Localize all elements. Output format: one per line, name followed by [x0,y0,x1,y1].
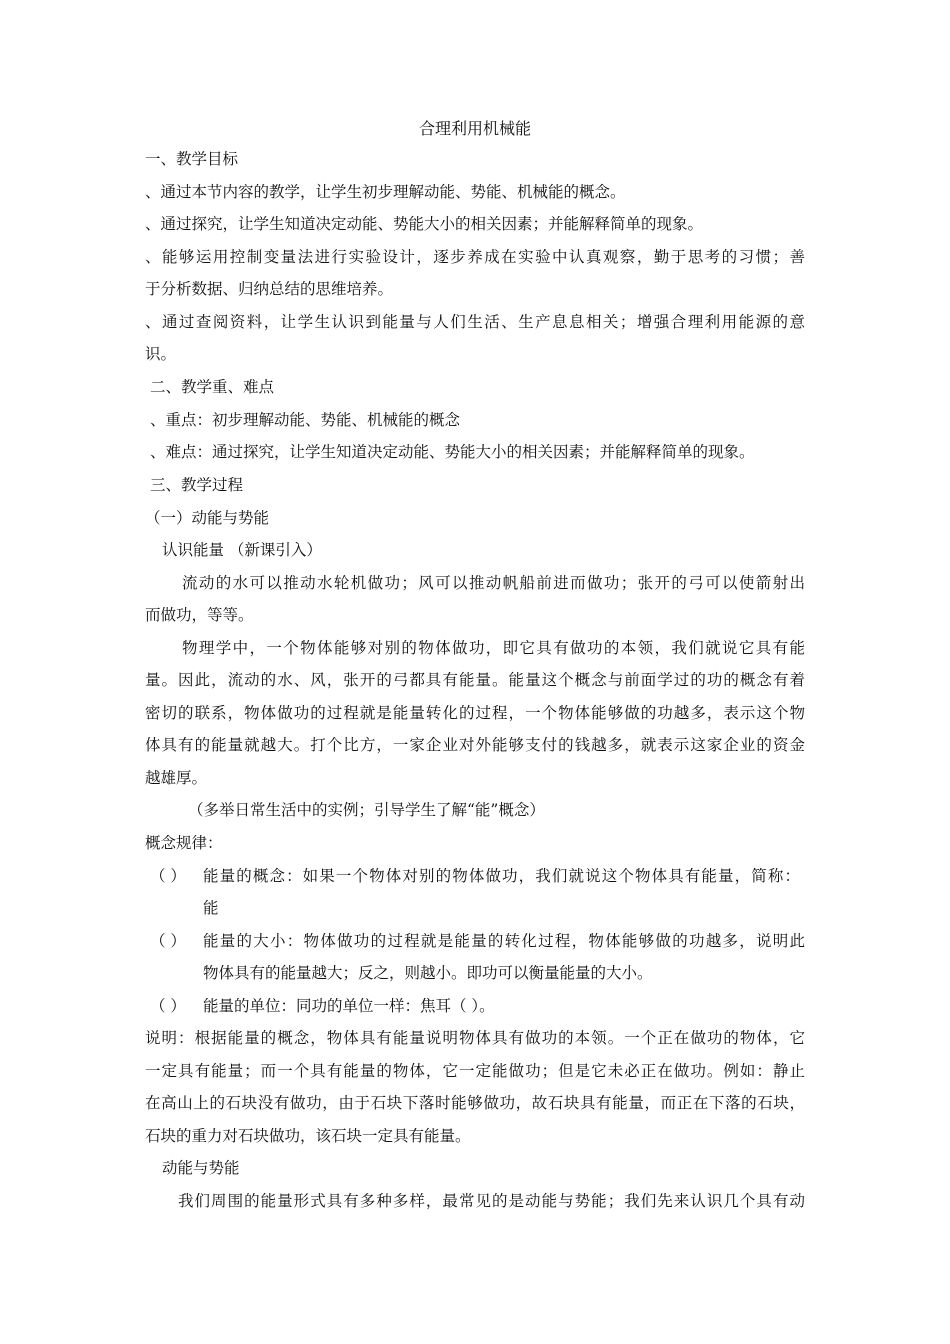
text-line: （一）动能与势能 [145,509,270,527]
text-line: 能 [203,899,219,917]
page-title: 合理利用机械能 [418,119,531,138]
text-line: 流动的水可以推动水轮机做功；风可以推动帆船前进而做功；张开的弓可以使箭射出 [182,574,805,592]
text-line: 物体具有的能量越大；反之，则越小。即功可以衡量能量的大小。 [203,964,653,982]
text-line: 在高山上的石块没有做功，由于石块下落时能够做功，故石块具有能量，而正在下落的石块， [145,1094,805,1112]
text-line: 量。因此，流动的水、风，张开的弓都具有能量。能量这个概念与前面学过的功的概念有着 [145,671,805,689]
text-line: 石块的重力对石块做功，该石块一定具有能量。 [145,1127,471,1145]
text-line: （ ） [150,932,186,950]
text-line: 我们周围的能量形式具有多种多样，最常见的是动能与势能；我们先来认识几个具有动 [178,1192,805,1210]
text-line: （多举日常生活中的实例；引导学生了解“能”概念） [188,801,545,819]
text-line: 能量的单位：同功的单位一样：焦耳（ ）。 [203,997,495,1015]
text-line: 一、教学目标 [145,150,239,168]
text-line: 三、教学过程 [150,476,244,494]
text-line: 、能够运用控制变量法进行实验设计，逐步养成在实验中认真观察，勤于思考的习惯；善 [145,248,805,266]
text-line: 而做功，等等。 [145,606,254,624]
text-line: （ ） [150,997,186,1015]
text-line: 、通过查阅资料，让学生认识到能量与人们生活、生产息息相关；增强合理利用能源的意 [145,313,805,331]
text-line: 能量的概念：如果一个物体对别的物体做功，我们就说这个物体具有能量，简称： [203,867,800,885]
text-line: 二、教学重、难点 [150,378,275,396]
text-line: 说明：根据能量的概念，物体具有能量说明物体具有做功的本领。一个正在做功的物体，它 [145,1029,805,1047]
text-line: 于分析数据、归纳总结的思维培养。 [145,280,394,298]
text-line: 概念规律： [145,834,223,852]
text-line: 体具有的能量就越大。打个比方，一家企业对外能够支付的钱越多，就表示这家企业的资金 [145,736,805,754]
text-line: 物理学中，一个物体能够对别的物体做功，即它具有做功的本领，我们就说它具有能 [182,639,805,657]
text-line: 一定具有能量；而一个具有能量的物体，它一定能做功；但是它未必正在做功。例如：静止 [145,1062,805,1080]
text-line: 、通过探究，让学生知道决定动能、势能大小的相关因素；并能解释简单的现象。 [145,215,704,233]
text-line: 、通过本节内容的教学，让学生初步理解动能、势能、机械能的概念。 [145,183,626,201]
text-line: 识。 [145,345,177,363]
text-line: 能量的大小：物体做功的过程就是能量的转化过程，物体能够做的功越多，说明此 [203,932,805,950]
text-line: 、重点：初步理解动能、势能、机械能的概念 [150,411,461,429]
text-line: （ ） [150,867,186,885]
text-line: 越雄厚。 [145,769,208,787]
text-line: 密切的联系，物体做功的过程就是能量转化的过程，一个物体能够做的功越多，表示这个物 [145,704,805,722]
text-line: 认识能量 （新课引入） [162,541,322,559]
text-line: 、难点：通过探究，让学生知道决定动能、势能大小的相关因素；并能解释简单的现象。 [150,443,755,461]
text-line: 动能与势能 [162,1159,240,1177]
